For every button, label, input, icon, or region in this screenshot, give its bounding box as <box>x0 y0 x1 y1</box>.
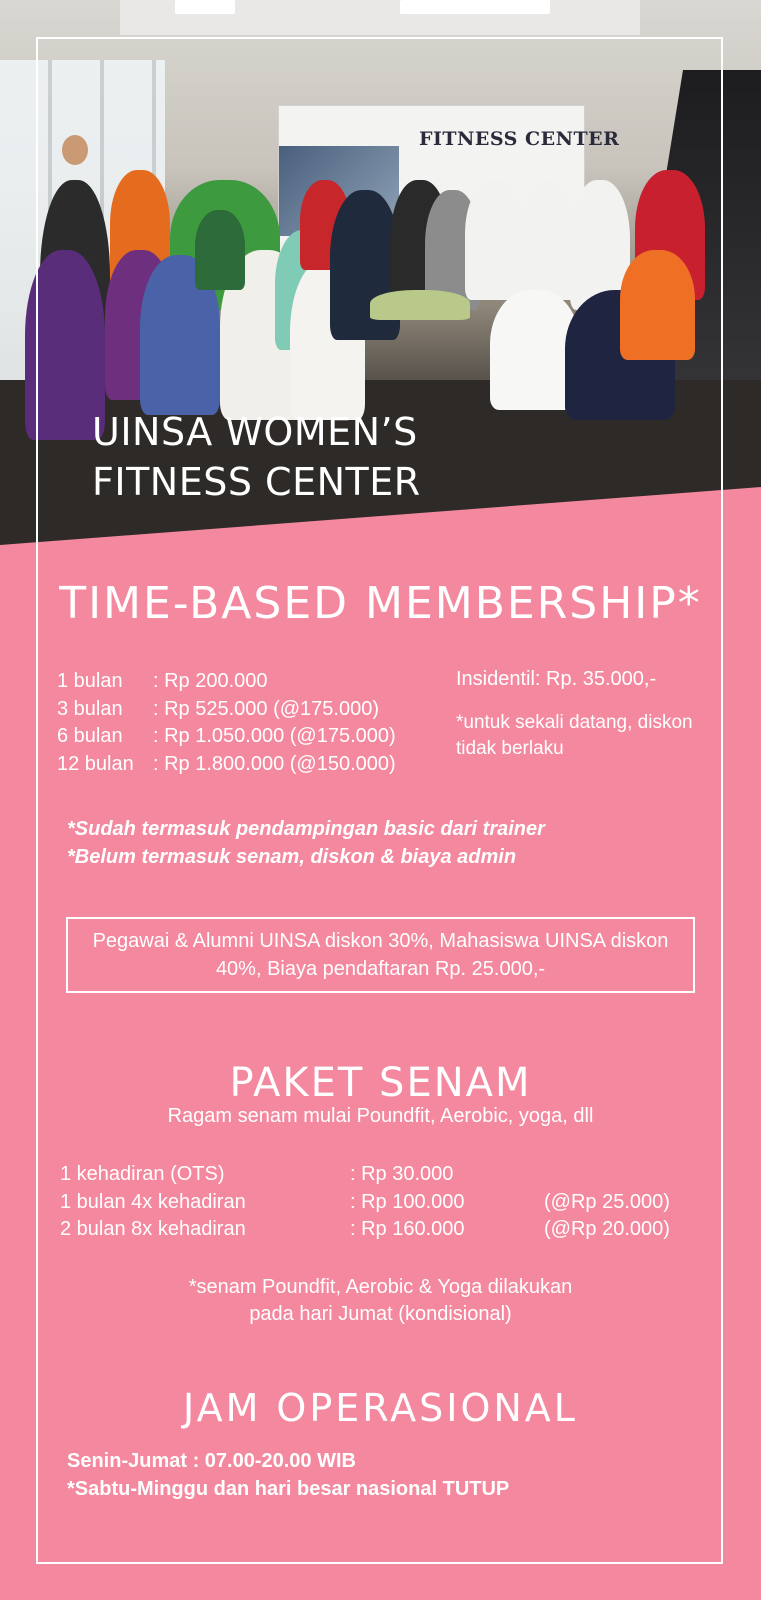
membership-note: *Belum termasuk senam, diskon & biaya admin <box>67 846 517 868</box>
membership-notes <box>67 815 545 871</box>
per-session-price: (@Rp 20.000) <box>544 1218 670 1240</box>
price-row <box>57 668 396 696</box>
package: 1 kehadiran (OTS) <box>60 1163 225 1185</box>
senam-price-table <box>60 1161 670 1244</box>
price-row <box>57 723 396 751</box>
operating-hours-line: Senin-Jumat : 07.00-20.00 WIB <box>67 1450 356 1472</box>
senam-row <box>60 1216 670 1244</box>
price: : Rp 200.000 <box>153 670 268 692</box>
duration: 1 bulan <box>57 670 123 692</box>
package: 2 bulan 8x kehadiran <box>60 1218 246 1240</box>
operating-hours <box>67 1447 509 1503</box>
duration: 3 bulan <box>57 697 123 720</box>
price: : Rp 1.800.000 (@150.000) <box>153 752 396 775</box>
senam-subtitle: Ragam senam mulai Poundfit, Aerobic, yoga, dll <box>167 1105 594 1127</box>
operating-hours-line: *Sabtu-Minggu dan hari besar nasional TUTUP <box>67 1478 510 1500</box>
price: : Rp 525.000 (@175.000) <box>153 697 380 720</box>
price: : Rp 30.000 <box>350 1163 454 1185</box>
senam-row <box>60 1161 670 1189</box>
duration: 6 bulan <box>57 725 123 747</box>
price: : Rp 1.050.000 (@175.000) <box>153 725 396 747</box>
senam-note: *senam Poundfit, Aerobic & Yoga dilakukan pada hari Jumat (kondisional) <box>188 1276 573 1325</box>
membership-title: TIME-BASED MEMBERSHIP* <box>59 578 702 629</box>
ceiling-light <box>400 0 550 14</box>
hero-title: UINSA WOMEN’S FITNESS CENTER <box>92 410 421 504</box>
banner-text: FITNESS CENTER <box>419 128 620 150</box>
discount-box <box>66 917 695 993</box>
membership-price-table <box>57 668 396 778</box>
white-frame-border <box>36 37 723 1564</box>
price-row <box>57 696 396 724</box>
per-session-price: (@Rp 25.000) <box>544 1190 670 1213</box>
insidentil-price: Insidentil: Rp. 35.000,- <box>456 668 657 690</box>
membership-note: *Sudah termasuk pendampingan basic dari trainer <box>67 818 545 840</box>
senam-row <box>60 1189 670 1217</box>
insidentil-note: *untuk sekali datang, diskon tidak berlaku <box>456 712 693 759</box>
senam-title: PAKET SENAM <box>229 1060 532 1106</box>
price: : Rp 100.000 <box>350 1190 465 1213</box>
jam-operasional-title: JAM OPERASIONAL <box>183 1386 578 1430</box>
ceiling-light <box>175 0 235 14</box>
discount-text: Pegawai & Alumni UINSA diskon 30%, Mahasiswa UINSA diskon 40%, Biaya pendaftaran Rp. 25.000,- <box>92 930 669 980</box>
price-row <box>57 751 396 779</box>
package: 1 bulan 4x kehadiran <box>60 1190 246 1213</box>
duration: 12 bulan <box>57 752 134 775</box>
price: : Rp 160.000 <box>350 1218 465 1240</box>
